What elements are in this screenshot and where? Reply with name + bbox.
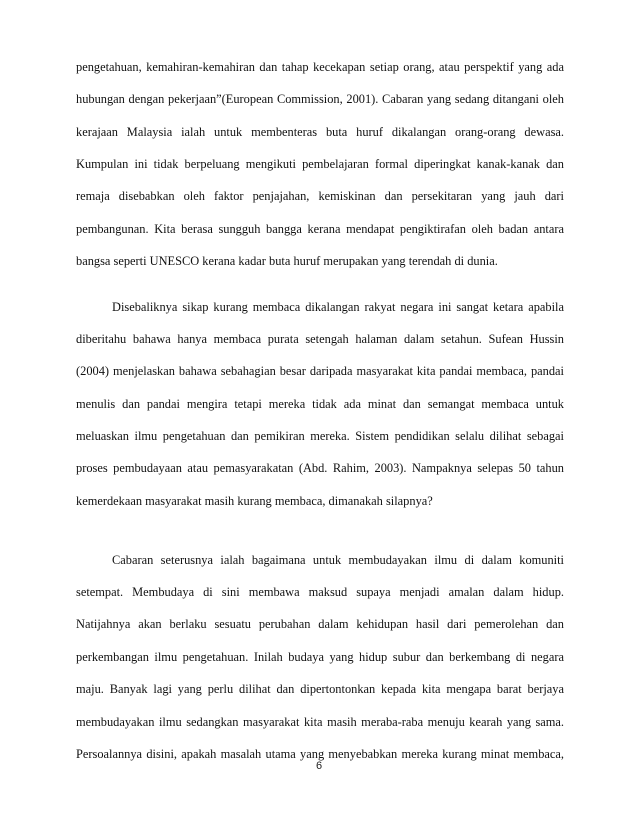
text-line: proses pembudayaan atau pemasyarakatan (Abd. Rahim, 2003). Nampaknya selepas 50 tahun <box>76 461 564 475</box>
text-line: Disebaliknya sikap kurang membaca dikalangan rakyat negara ini sangat ketara apabila <box>112 300 564 314</box>
page-number: 6 <box>315 760 323 772</box>
text-line: remaja disebabkan oleh faktor penjajahan, kemiskinan dan persekitaran yang jauh dari <box>76 189 564 203</box>
text-line: kerajaan Malaysia ialah untuk membenteras buta huruf dikalangan orang-orang dewasa. <box>76 125 564 139</box>
text-line: hubungan dengan pekerjaan”(European Commission, 2001). Cabaran yang sedang ditangani oleh <box>76 92 564 106</box>
text-line: perkembangan ilmu pengetahuan. Inilah budaya yang hidup subur dan berkembang di negara <box>76 650 564 664</box>
text-line: Kumpulan ini tidak berpeluang mengikuti pembelajaran formal diperingkat kanak-kanak dan <box>76 157 564 171</box>
text-line: Cabaran seterusnya ialah bagaimana untuk membudayakan ilmu di dalam komuniti <box>112 553 564 567</box>
text-line: kemerdekaan masyarakat masih kurang membaca, dimanakah silapnya? <box>76 494 433 508</box>
text-line: setempat. Membudaya di sini membawa maksud supaya menjadi amalan dalam hidup. <box>76 585 564 599</box>
text-line: bangsa seperti UNESCO kerana kadar buta huruf merupakan yang terendah di dunia. <box>76 254 498 268</box>
text-line: pembangunan. Kita berasa sungguh bangga kerana mendapat pengiktirafan oleh badan antara <box>76 222 564 236</box>
text-line: meluaskan ilmu pengetahuan dan pemikiran mereka. Sistem pendidikan selalu dilihat sebagai <box>76 429 564 443</box>
text-line: menulis dan pandai mengira tetapi mereka tidak ada minat dan semangat membaca untuk <box>76 397 564 411</box>
text-line: diberitahu bahawa hanya membaca purata setengah halaman dalam setahun. Sufean Hussin <box>76 332 564 346</box>
text-line: maju. Banyak lagi yang perlu dilihat dan dipertontonkan kepada kita mengapa barat berjaya <box>76 682 564 696</box>
text-line: membudayakan ilmu sedangkan masyarakat kita masih meraba-raba menuju kearah yang sama. <box>76 715 564 729</box>
text-line: Natijahnya akan berlaku sesuatu perubahan dalam kehidupan hasil dari pemerolehan dan <box>76 617 564 631</box>
text-line: (2004) menjelaskan bahawa sebahagian besar daripada masyarakat kita pandai membaca, pandai <box>76 364 564 378</box>
text-line: Persoalannya disini, apakah masalah utama yang menyebabkan mereka kurang minat membaca, <box>76 747 564 761</box>
text-line: pengetahuan, kemahiran-kemahiran dan tahap kecekapan setiap orang, atau perspektif yang ada <box>76 60 564 74</box>
